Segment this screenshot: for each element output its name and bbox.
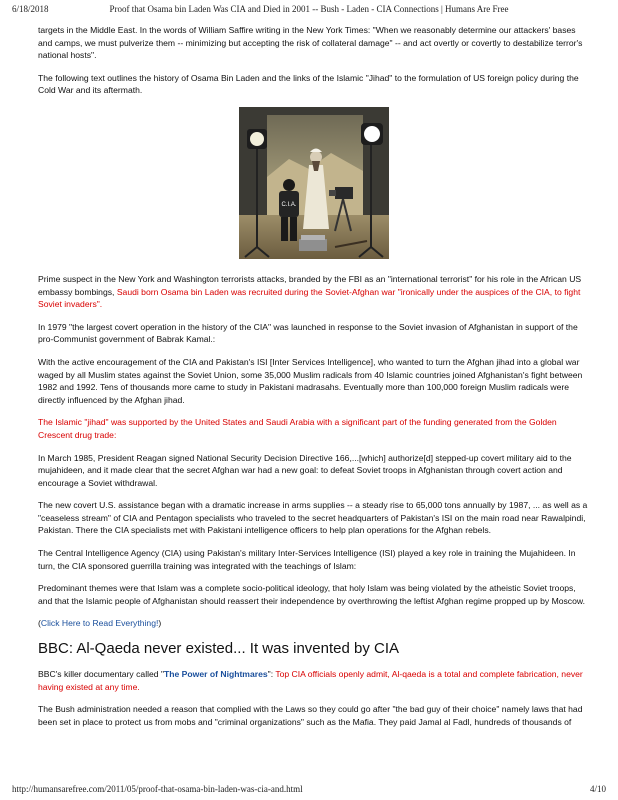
- section-heading: BBC: Al-Qaeda never existed... It was invented by CIA: [38, 640, 400, 658]
- paragraph: The following text outlines the history of Osama Bin Laden and the links of the Islamic "Jihad" to the formulation of US foreign policy during the Cold War and its aftermath.: [38, 72, 579, 96]
- print-title: Proof that Osama bin Laden Was CIA and Died in 2001 -- Bush - Laden - CIA Connections | Humans Are Free: [109, 4, 509, 14]
- paragraph: The Bush administration needed a reason that complied with the Laws so they could go after "the bad guy of their choice" namely laws that had been set in place to protect us from mobs and "criminal organizations" such as the Mafia. They paid Jamal al Fadl, hundreds of thousands of: [38, 704, 583, 727]
- paragraph: With the active encouragement of the CIA and Pakistan's ISI [Inter Services Intelligence], who wanted to turn the Afghan jihad into a global war waged by all Muslim states against the Soviet Union, some 35,000 Muslim radicals from 40 Islamic countries joined Afghanistan's fight between 1982 and 1992. Tens of thousands more came to study in Pakistani madrasahs. Eventually more than 100,000 foreign Muslim radicals were directly influenced by the Afghan jihad.: [38, 356, 583, 405]
- print-url: http://humansarefree.com/2011/05/proof-that-osama-bin-laden-was-cia-and.html: [12, 784, 303, 794]
- paragraph: Predominant themes were that Islam was a complete socio-political ideology, that holy Islam was being violated by the atheistic Soviet troops, and that the Islamic people of Afghanistan should reassert their independence by overthrowing the leftist Afghan regime propped up by Moscow.: [38, 583, 585, 606]
- print-date: 6/18/2018: [12, 4, 49, 14]
- article-illustration: [239, 107, 389, 259]
- paragraph: The Central Intelligence Agency (CIA) using Pakistan's military Inter-Services Intelligence (ISI) played a key role in training the Mujahideen. In turn, the CIA sponsored guerrilla training was integrated with the teachings of Islam:: [38, 548, 576, 571]
- paragraph: The new covert U.S. assistance began with a dramatic increase in arms supplies -- a steady rise to 65,000 tons annually by 1987, ... as well as a "ceaseless stream" of CIA and Pentagon specialists who traveled to the secret headquarters of Pakistan's ISI on the main road near Rawalpindi, Pakistan. There the CIA specialists met with Pakistani intelligence officers to help plan operations for the Afghan rebels.: [38, 500, 588, 536]
- read-more: (Click Here to Read Everything!): [38, 618, 162, 629]
- film-set-illustration: [239, 107, 389, 259]
- paragraph: targets in the Middle East. In the words of William Saffire writing in the New York Times: "When we reasonably determine our attackers' bases and camps, we must pulverize them -- minimizing but accepting the risk of collateral damage" -- and act overtly or covertly to destabilize terror's national hosts".: [38, 25, 583, 61]
- power-of-nightmares-link[interactable]: The Power of Nightmares: [164, 669, 268, 680]
- paragraph: In March 1985, President Reagan signed National Security Decision Directive 166,...[which] authorize[d] stepped-up covert military aid to the mujahideen, and it made clear that the secret Afghan war had a new goal: to defeat Soviet troops in Afghanistan through covert action and encourage a Soviet withdrawal.: [38, 452, 572, 488]
- paragraph: The Islamic "jihad" was supported by the United States and Saudi Arabia with a significant part of the funding generated from the Golden Crescent drug trade:: [38, 417, 557, 440]
- cia-label: C.I.A.: [281, 201, 297, 208]
- print-header: [12, 4, 606, 18]
- paragraph: BBC's killer documentary called "The Power of Nightmares": Top CIA officials openly admit, Al-qaeda is a total and complete fabrication, never having existed at any time.: [38, 669, 583, 692]
- article-content: [38, 24, 590, 738]
- read-everything-link[interactable]: Click Here to Read Everything!: [40, 618, 159, 629]
- print-footer: [12, 784, 606, 796]
- equipment-case: [299, 235, 327, 251]
- page-number: 4/10: [589, 784, 606, 794]
- paragraph: Prime suspect in the New York and Washington terrorists attacks, branded by the FBI as an "international terrorist" for his role in the African US embassy bombings, Saudi born Osama bin Laden was recruited during the Soviet-Afghan war "ironically under the auspices of the CIA, to fight Soviet invaders".: [38, 273, 582, 310]
- paragraph: In 1979 "the largest covert operation in the history of the CIA" was launched in response to the Soviet invasion of Afghanistan in support of the pro-Communist government of Babrak Kamal.:: [38, 321, 578, 345]
